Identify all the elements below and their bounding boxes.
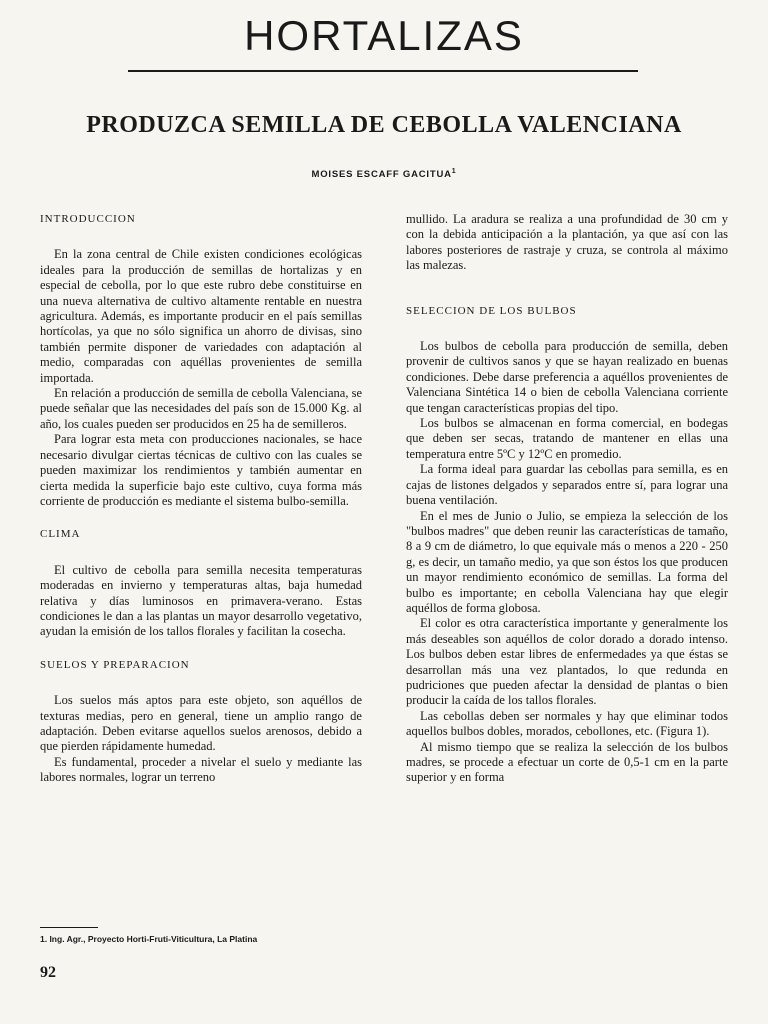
paragraph: La forma ideal para guardar las cebollas para semilla, es en cajas de listones delgados y separados entre sí, para lograr una buena ventilación. — [406, 462, 728, 508]
footnote-rule — [40, 927, 98, 928]
paragraph: En el mes de Junio o Julio, se empieza la selección de los "bulbos madres" que deben reunir las características de tamaño, 8 a 9 cm de diámetro, lo que equivale más o menos a 220 - 250 g, es decir, un tamaño medio, ya que son éstos los que producen un mayor rendimiento económico de semillas. La forma del bulbo es importante; en cebolla Valenciana hay que elegir aquéllos de forma globosa. — [406, 508, 728, 615]
heading-introduccion: INTRODUCCION — [40, 213, 136, 225]
header-rule — [128, 70, 638, 72]
author-footnote-mark: 1 — [451, 168, 457, 175]
left-column — [40, 212, 362, 786]
paragraph: mullido. La aradura se realiza a una profundidad de 30 cm y con la debida anticipación a la plantación, ya que así con las labores posteriores de rastraje y cruza, se controla al máximo las malezas. — [406, 212, 728, 273]
footnote: 1. Ing. Agr., Proyecto Horti-Fruti-Viticultura, La Platina — [40, 934, 258, 944]
paragraph: En la zona central de Chile existen condiciones ecológicas ideales para la producción de semillas de hortalizas y en especial de cebolla, por lo que este rubro debe constituirse en una nueva alternativa de cultivo altamente rentable en nuestra agricultura. Además, es importante producir en el país semillas hortícolas, ya que no sólo significa un ahorro de divisas, sino también permite disponer de variedades con adaptación al medio, comparadas con aquéllas provenientes de semilla importada. — [40, 247, 362, 385]
paragraph: Es fundamental, proceder a nivelar el suelo y mediante las labores normales, lograr un terreno — [40, 754, 362, 785]
paragraph: Los bulbos de cebolla para producción de semilla, deben provenir de cultivos sanos y que se hayan realizado en buenas condiciones. Debe darse preferencia a aquéllos provenientes de Valenciana Sintética 14 o bien de cebolla Valenciana corriente que tengan características propias del tipo. — [406, 339, 728, 415]
heading-suelos: SUELOS Y PREPARACION — [40, 658, 190, 671]
heading-clima: CLIMA — [40, 528, 81, 541]
author-byline — [0, 168, 768, 180]
paragraph: En relación a producción de semilla de cebolla Valenciana, se puede señalar que las necesidades del país son de 15.000 Kg. al año, los cuales pueden ser producidos en 25 ha de semilleros. — [40, 386, 362, 431]
paragraph: Para lograr esta meta con producciones nacionales, se hace necesario divulgar ciertas técnicas de cultivo con las cuales se pueden maximizar los rendimientos y también aumentar en cierta medida la superficie bajo este cultivo, cuya forma más corriente de producción es mediante el sistema bulbo-semilla. — [40, 432, 362, 508]
paragraph: Las cebollas deben ser normales y hay que eliminar todos aquellos bulbos dobles, morados, cebollones, etc. (Figura 1). — [406, 708, 728, 739]
section-header: HORTALIZAS — [244, 12, 524, 59]
paragraph: Al mismo tiempo que se realiza la selección de los bulbos madres, se procede a efectuar un corte de 0,5-1 cm en la parte superior y en forma — [406, 739, 728, 785]
paragraph: Los bulbos se almacenan en forma comercial, en bodegas que deben ser secas, tratando de mantener en ellas una temperatura entre 5ºC y 12ºC en promedio. — [406, 416, 728, 461]
page-number: 92 — [40, 964, 56, 981]
heading-seleccion: SELECCION DE LOS BULBOS — [406, 304, 577, 317]
article-title: PRODUZCA SEMILLA DE CEBOLLA VALENCIANA — [86, 112, 682, 138]
right-column — [406, 212, 728, 786]
paragraph: El cultivo de cebolla para semilla necesita temperaturas moderadas en invierno y temperaturas altas, baja humedad relativa y días luminosos en primavera-verano. Estas condiciones le dan a las plantas un mayor desarrollo vegetativo, ayudan la emisión de los tallos florales y facilitan la cosecha. — [40, 562, 362, 639]
paragraph: Los suelos más aptos para este objeto, son aquéllos de texturas medias, pero en general, tiene un amplio rango de adaptación. Deben evitarse aquellos suelos arenosos, debido a que pierden rápidamente humedad. — [40, 693, 362, 754]
author-name: MOISES ESCAFF GACITUA — [311, 169, 452, 181]
paragraph: El color es otra característica importante y generalmente los más deseables son aquéllos de color dorado a dorado intenso. Los bulbos deben estar libres de enfermedades ya que éstas se desarrollan más una vez plantados, lo que redunda en pudriciones que pueden afectar la densidad de plantas o bien producir la caída de los tallos florales. — [406, 616, 728, 708]
